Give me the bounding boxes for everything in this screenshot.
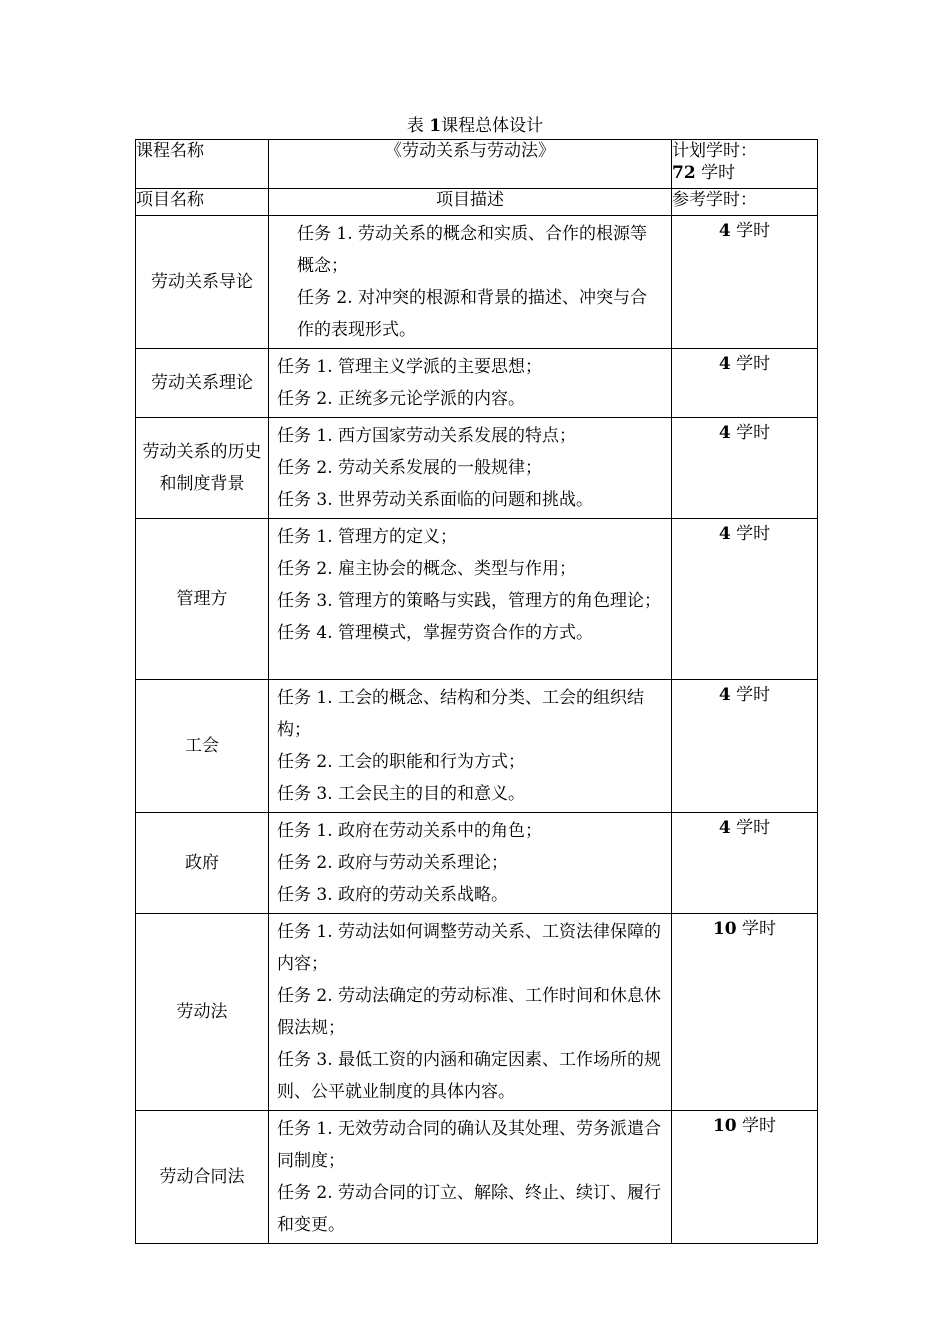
course-name-label: 课程名称 xyxy=(136,140,269,189)
task-item: 任务 2. 工会的职能和行为方式； xyxy=(277,752,526,772)
table-row xyxy=(136,349,818,418)
table-row xyxy=(136,1111,818,1244)
table-row xyxy=(136,418,818,519)
reference-hours xyxy=(672,813,818,914)
project-name: 劳动法 xyxy=(136,914,269,1111)
caption-prefix: 表 xyxy=(406,116,424,136)
hours-number: 4 xyxy=(718,221,731,241)
planned-hours-cell xyxy=(672,140,818,189)
reference-hours xyxy=(672,1111,818,1244)
task-item: 任务 1. 西方国家劳动关系发展的特点； xyxy=(277,426,577,446)
hours-number: 4 xyxy=(718,423,731,443)
caption-title: 课程总体设计 xyxy=(441,116,544,136)
project-description xyxy=(269,349,672,418)
task-item: 任务 1. 劳动关系的概念和实质、合作的根源等概念； xyxy=(297,224,648,276)
task-item: 任务 3. 工会民主的目的和意义。 xyxy=(277,784,526,804)
header-row-course xyxy=(136,140,818,189)
hours-number: 4 xyxy=(718,354,731,374)
task-item: 任务 2. 正统多元论学派的内容。 xyxy=(277,389,526,409)
project-name: 管理方 xyxy=(136,519,269,680)
project-description xyxy=(269,1111,672,1244)
reference-hours xyxy=(672,216,818,349)
task-item: 任务 4. 管理模式，掌握劳资合作的方式。 xyxy=(277,623,594,643)
task-item: 任务 2. 劳动法确定的劳动标准、工作时间和休息休假法规； xyxy=(277,986,662,1038)
hours-unit: 学时 xyxy=(736,354,771,374)
hours-unit: 学时 xyxy=(736,221,771,241)
project-description-header: 项目描述 xyxy=(269,189,672,216)
table-caption xyxy=(0,116,950,136)
hours-number: 4 xyxy=(718,524,731,544)
planned-hours-label: 计划学时： xyxy=(672,141,757,161)
task-item: 任务 1. 政府在劳动关系中的角色； xyxy=(277,821,543,841)
task-item: 任务 1. 管理主义学派的主要思想； xyxy=(277,357,543,377)
task-item: 任务 2. 劳动关系发展的一般规律； xyxy=(277,458,543,478)
task-item: 任务 2. 对冲突的根源和背景的描述、冲突与合作的表现形式。 xyxy=(297,288,648,340)
course-name-value: 《劳动关系与劳动法》 xyxy=(269,140,672,189)
planned-hours-unit: 学时 xyxy=(701,163,736,183)
project-name: 劳动关系导论 xyxy=(136,216,269,349)
task-item: 任务 3. 世界劳动关系面临的问题和挑战。 xyxy=(277,490,594,510)
header-row-columns xyxy=(136,189,818,216)
course-design-table xyxy=(135,139,818,1244)
hours-unit: 学时 xyxy=(742,1116,777,1136)
hours-unit: 学时 xyxy=(742,919,777,939)
task-item: 任务 1. 无效劳动合同的确认及其处理、劳务派遣合同制度； xyxy=(277,1119,662,1171)
reference-hours xyxy=(672,418,818,519)
hours-unit: 学时 xyxy=(736,423,771,443)
caption-number: 1 xyxy=(429,116,442,136)
project-description xyxy=(269,418,672,519)
task-item: 任务 1. 劳动法如何调整劳动关系、工资法律保障的内容； xyxy=(277,922,662,974)
project-description xyxy=(269,914,672,1111)
hours-unit: 学时 xyxy=(736,524,771,544)
project-name: 劳动关系理论 xyxy=(136,349,269,418)
table-row xyxy=(136,813,818,914)
reference-hours xyxy=(672,519,818,680)
table-row xyxy=(136,216,818,349)
task-item: 任务 3. 管理方的策略与实践，管理方的角色理论； xyxy=(277,591,662,611)
table-row xyxy=(136,519,818,680)
task-item: 任务 3. 最低工资的内涵和确定因素、工作场所的规则、公平就业制度的具体内容。 xyxy=(277,1050,662,1102)
project-name-header: 项目名称 xyxy=(136,189,269,216)
hours-number: 10 xyxy=(712,919,737,939)
project-name: 政府 xyxy=(136,813,269,914)
task-item: 任务 2. 雇主协会的概念、类型与作用； xyxy=(277,559,577,579)
project-description xyxy=(269,519,672,680)
project-description xyxy=(269,680,672,813)
project-description xyxy=(269,813,672,914)
hours-unit: 学时 xyxy=(736,685,771,705)
planned-hours-number: 72 xyxy=(672,163,696,183)
hours-number: 4 xyxy=(718,818,731,838)
project-name: 劳动关系的历史和制度背景 xyxy=(136,418,269,519)
task-item: 任务 2. 劳动合同的订立、解除、终止、续订、履行和变更。 xyxy=(277,1183,662,1235)
table-row xyxy=(136,680,818,813)
project-name: 工会 xyxy=(136,680,269,813)
task-item: 任务 3. 政府的劳动关系战略。 xyxy=(277,885,509,905)
hours-number: 4 xyxy=(718,685,731,705)
reference-hours-header: 参考学时： xyxy=(672,189,818,216)
reference-hours xyxy=(672,914,818,1111)
reference-hours xyxy=(672,680,818,813)
reference-hours xyxy=(672,349,818,418)
project-name: 劳动合同法 xyxy=(136,1111,269,1244)
project-description xyxy=(269,216,672,349)
task-item: 任务 2. 政府与劳动关系理论； xyxy=(277,853,509,873)
hours-unit: 学时 xyxy=(736,818,771,838)
task-item: 任务 1. 管理方的定义； xyxy=(277,527,458,547)
hours-number: 10 xyxy=(712,1116,737,1136)
table-row xyxy=(136,914,818,1111)
task-item: 任务 1. 工会的概念、结构和分类、工会的组织结构； xyxy=(277,688,645,740)
